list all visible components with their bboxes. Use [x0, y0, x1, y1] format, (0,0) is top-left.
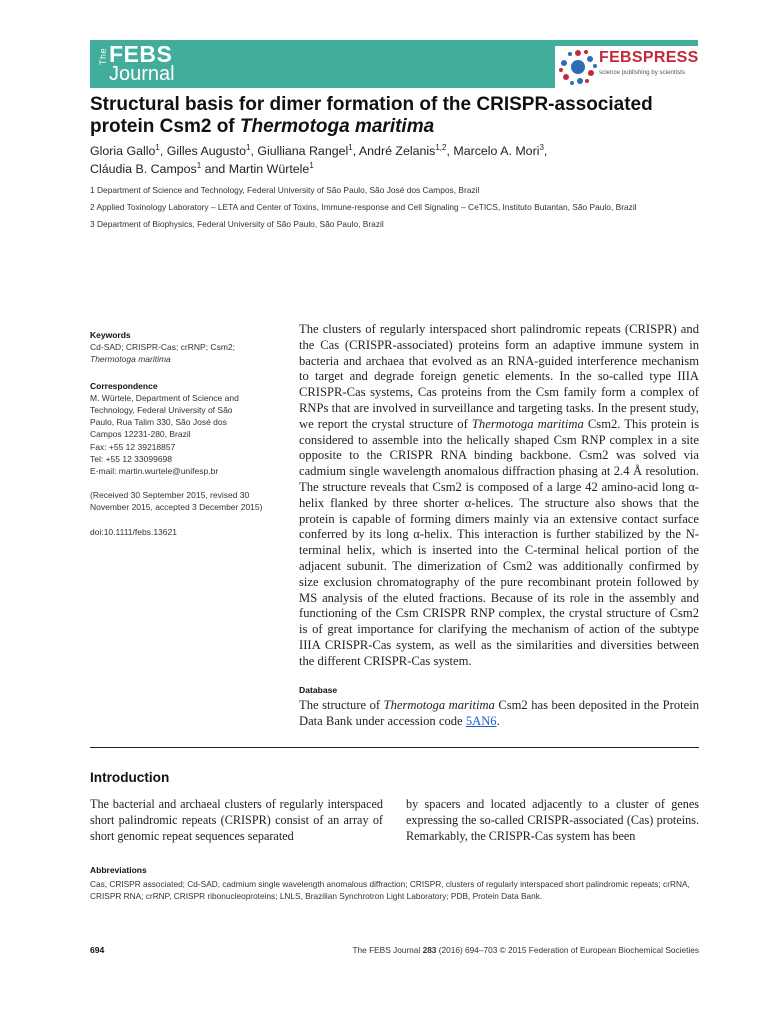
logo-journal: Journal	[109, 63, 175, 85]
database-text: The structure of Thermotoga maritima Csm2 has been deposited in the Protein Data Bank under accession code 5AN6.	[299, 698, 700, 728]
correspondence-line: Paulo, Rua Talim 330, São José dos	[90, 417, 227, 428]
logo-febs: FEBS	[109, 41, 173, 67]
intro-column-left: The bacterial and archaeal clusters of regularly interspaced short palindromic repeats (CRISPR) consist of an array of short genomic repeat sequences separated	[90, 797, 383, 843]
database-heading: Database	[299, 685, 338, 695]
abbreviations-heading: Abbreviations	[90, 865, 147, 875]
abstract: The clusters of regularly interspaced short palindromic repeats (CRISPR) and the Cas (CRISPR-associated) proteins form an adaptive immune system in bacteria and archaea that evolved as an RNA-guided interference mechanism to target and degrade foreign genetic elements. In the so-called type IIIA CRISPR-Cas systems, Cas proteins from the Csm family form a complex of RNPs that are involved in surveillance and targeting tasks. In the present study, we report the crystal structure of Thermotoga maritima Csm2. This protein is considered to assemble into the helically shaped Csm RNP complex in a site opposite to the CRISPR RNA binding backbone. Csm2 was solved via cadmium single wavelength anomalous diffraction phasing at 2.4 Å resolution. The structure reveals that Csm2 is composed of a large 42 amino-acid long α-helix flanked by three shorter α-helices. The structure also shows that the protein is capable of forming dimers mainly via an extensive contact surface conferred by its long α-helix. This interaction is further stabilized by the N-terminal helix, which is inserted into the C-terminal helical portion of the adjacent subunit. The dimerization of Csm2 was additionally confirmed by size exclusion chromatography of the pure recombinant protein followed by MS analysis of the eluted fractions. Because of its role in the assembly and functioning of the Csm CRISPR RNP complex, the crystal structure of Csm2 is of great importance for clarifying the mechanism of action of the subtype IIIA CRISPR-Cas system, as well as the similarities and diversities between the different CRISPR-Cas system.	[299, 322, 700, 668]
author: Gilles Augusto	[166, 144, 246, 158]
correspondence-line: M. Würtele, Department of Science and	[90, 392, 239, 403]
keywords-heading: Keywords	[90, 330, 131, 340]
molecule-dots-icon	[559, 48, 597, 86]
press-tagline: science publishing by scientists	[599, 69, 685, 76]
author: Cláudia B. Campos	[90, 162, 197, 176]
correspondence-line: Campos 12231-280, Brazil	[90, 429, 191, 440]
author-list: Gloria Gallo$^1$, Gilles Augusto$^1$, Giulliana Rangel$^1$, André Zelanis$^{1,2}$, Marcelo A. Mori$^3$, Cláudia B. Campos$^1$ and Martin Würtele$^1$	[90, 142, 548, 176]
correspondence-fax: Fax: +55 12 39218857	[90, 441, 176, 452]
received-dates: (Received 30 September 2015, revised 30 November 2015, accepted 3 December 2015)	[90, 490, 263, 513]
affiliations	[90, 184, 700, 234]
abbreviations-text: Cas, CRISPR associated; Cd-SAD, cadmium single wavelength anomalous diffraction; CRISPR, clusters of regularly interspaced short palindromic repeats; crRNA, CRISPR RNA; crRNP, CRISPR ribonucleoproteins; LNLS, Brazilian Synchrotron Light Laboratory; PDB, Protein Data Bank.	[90, 879, 690, 902]
press-name: FEBSPRESS	[599, 49, 699, 66]
febs-press-logo	[555, 46, 698, 88]
correspondence-email[interactable]: E-mail: martin.wurtele@unifesp.br	[90, 466, 219, 477]
article-title	[90, 94, 698, 138]
author: André Zelanis	[358, 144, 436, 158]
logo-the: The	[98, 48, 108, 66]
author: Gloria Gallo	[90, 144, 156, 158]
section-divider	[90, 747, 699, 748]
title-text: Structural basis for dimer formation of the CRISPR-associated protein Csm2 of	[90, 94, 653, 137]
introduction-heading: Introduction	[90, 770, 170, 785]
author: Martin Würtele	[228, 162, 310, 176]
keywords-italic: Thermotoga maritima	[90, 354, 171, 365]
page-number: 694	[90, 945, 105, 955]
affiliation: 2 Applied Toxinology Laboratory – LETA and Center of Toxins, Immune-response and Cell Signaling – CeTICS, Instituto Butantan, São Paulo, Brazil	[90, 201, 637, 212]
footer-citation: The FEBS Journal 283 (2016) 694–703 © 2015 Federation of European Biochemical Societies	[352, 945, 699, 955]
affiliation: 1 Department of Science and Technology, Federal University of São Paulo, São José dos Campos, Brazil	[90, 185, 480, 195]
author: Giulliana Rangel	[257, 144, 349, 158]
keywords-text: Cd-SAD; CRISPR-Cas; crRNP; Csm2;	[90, 342, 235, 353]
doi[interactable]: doi:10.1111/febs.13621	[90, 526, 177, 537]
correspondence-tel: Tel: +55 12 33099698	[90, 453, 173, 464]
pdb-accession-link[interactable]: 5AN6	[465, 713, 497, 728]
correspondence-heading: Correspondence	[90, 380, 158, 391]
affiliation: 3 Department of Biophysics, Federal University of São Paulo, São Paulo, Brazil	[90, 218, 384, 229]
author: Marcelo A. Mori	[453, 144, 540, 158]
title-species: Thermotoga maritima	[239, 116, 435, 137]
article-info-sidebar	[90, 329, 280, 538]
correspondence-line: Technology, Federal University of São	[90, 405, 233, 416]
intro-column-right: by spacers and located adjacently to a cluster of genes expressing the so-called CRISPR-associated (Cas) proteins. Remarkably, the CRISPR-Cas system has been	[406, 797, 699, 843]
